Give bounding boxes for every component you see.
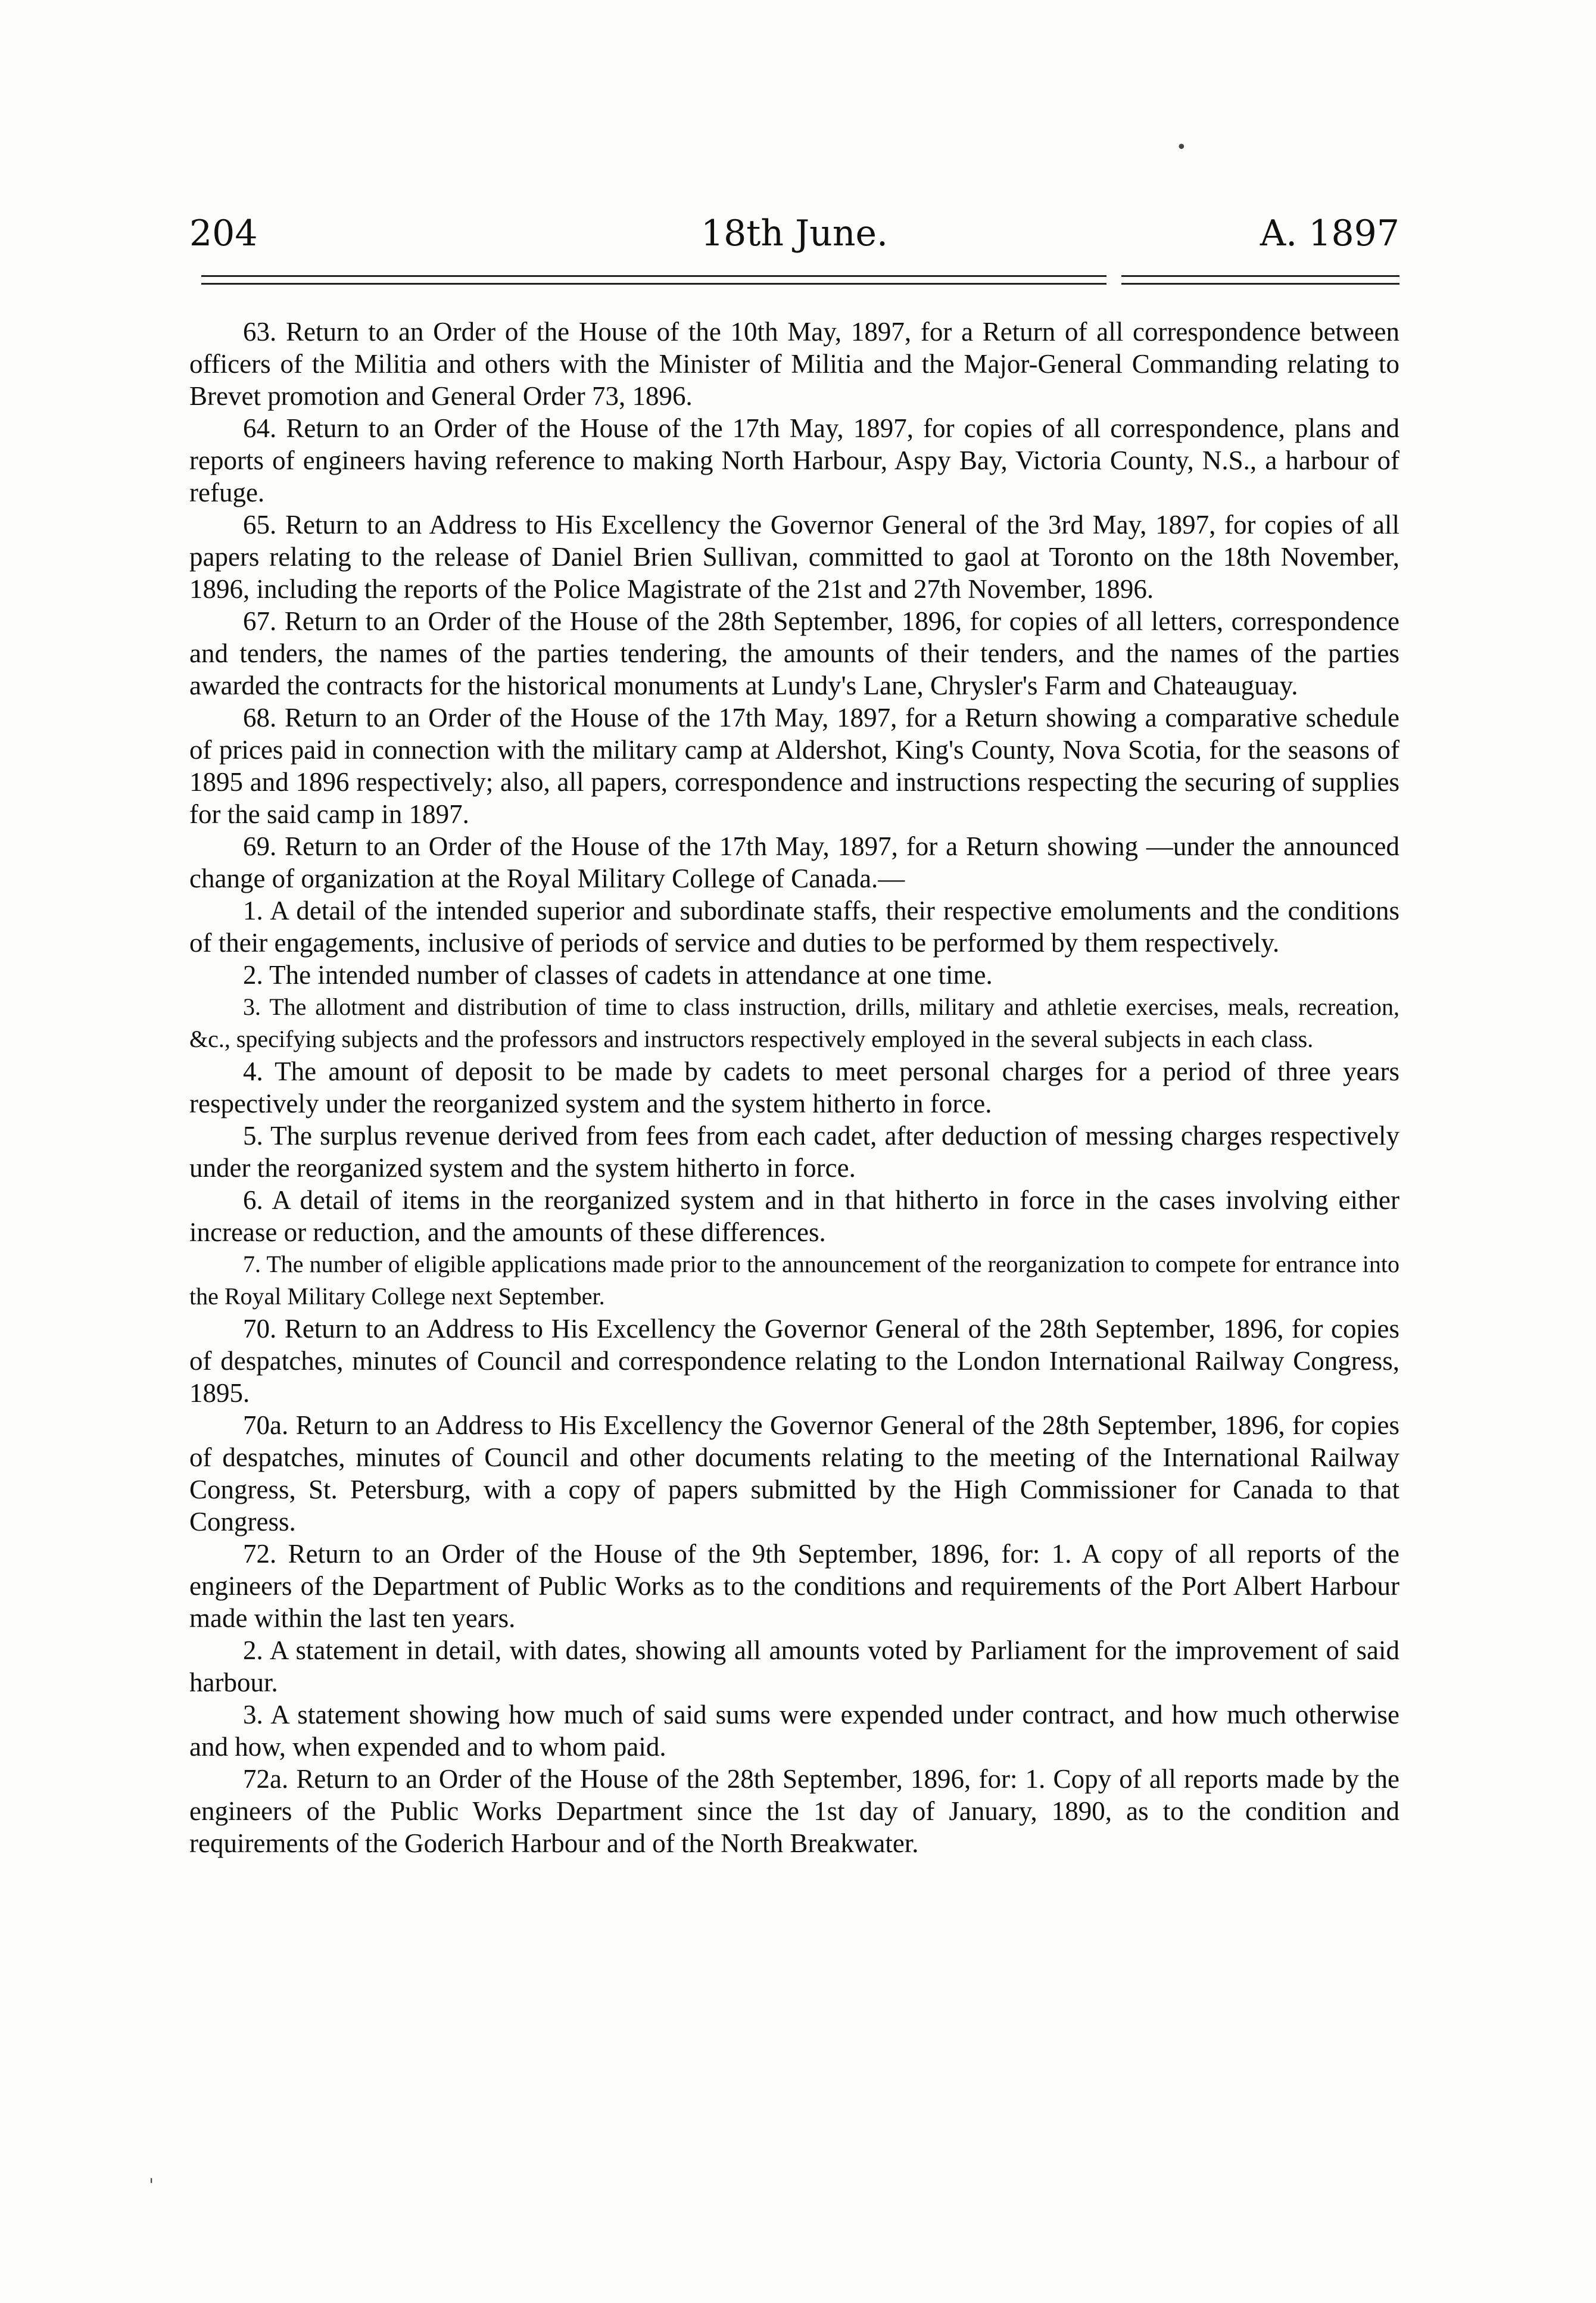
header-rule-left — [201, 275, 1106, 285]
paragraph: 65. Return to an Address to His Excellency the Governor General of the 3rd May, 1897, for copies of all papers relating to the release of Daniel Brien Sullivan, committed to gaol at Toronto on the 18th November, 1896, including the reports of the Police Magistrate of the 21st and 27th November, 1896. — [189, 510, 1399, 604]
paragraph: 67. Return to an Order of the House of the 28th September, 1896, for copies of all letters, correspondence and tenders, the names of the parties tendering, the amounts of their tenders, and the names of the parties awarded the contracts for the historical monuments at Lundy's Lane, Chrysler's Farm and Chateauguay. — [189, 606, 1399, 700]
header-rule-right — [1121, 275, 1399, 285]
paragraph: 2. A statement in detail, with dates, showing all amounts voted by Parliament for the improvement of said harbour. — [189, 1635, 1399, 1697]
paragraph: 63. Return to an Order of the House of the 10th May, 1897, for a Return of all correspondence between officers of the Militia and others with the Minister of Militia and the Major-General Commanding relating to Brevet promotion and General Order 73, 1896. — [189, 317, 1399, 411]
paragraph: 7. The number of eligible applications made prior to the announcement of the reorganization to compete for entrance into the Royal Military College next September. — [189, 1251, 1399, 1310]
paragraph: 70. Return to an Address to His Excellency the Governor General of the 28th September, 1896, for copies of despatches, minutes of Council and correspondence relating to the London International Railway Congress, 1895. — [189, 1314, 1399, 1408]
paragraph: 1. A detail of the intended superior and subordinate staffs, their respective emoluments and the conditions of their engagements, inclusive of periods of service and duties to be performed by them respectively. — [189, 896, 1399, 958]
paragraph: 4. The amount of deposit to be made by cadets to meet personal charges for a period of three years respectively under the reorganized system and the system hitherto in force. — [189, 1057, 1399, 1118]
paragraph: 64. Return to an Order of the House of the 17th May, 1897, for copies of all correspondence, plans and reports of engineers having reference to making North Harbour, Aspy Bay, Victoria County, N.S., a harbour of refuge. — [189, 413, 1399, 507]
page-year: A. 1897 — [1260, 213, 1399, 254]
paragraph: 5. The surplus revenue derived from fees from each cadet, after deduction of messing charges respectively under the reorganized system and the system hitherto in force. — [189, 1121, 1399, 1183]
document-body — [189, 316, 1399, 2172]
paragraph: 3. A statement showing how much of said sums were expended under contract, and how much otherwise and how, when expended and to whom paid. — [189, 1700, 1399, 1762]
paragraph: 3. The allotment and distribution of time to class instruction, drills, military and athletie exercises, meals, recreation, &c., specifying subjects and the professors and instructors respectively employed in the several subjects in each class. — [189, 993, 1399, 1052]
page-date: 18th June. — [700, 213, 889, 254]
margin-tick-mark: ' — [149, 2175, 154, 2196]
paragraph: 6. A detail of items in the reorganized system and in that hitherto in force in the cases involving either increase or reduction, and the amounts of these differences. — [189, 1185, 1399, 1247]
paragraph: 68. Return to an Order of the House of the 17th May, 1897, for a Return showing a comparative schedule of prices paid in connection with the military camp at Aldershot, King's County, Nova Scotia, for the seasons of 1895 and 1896 respectively; also, all papers, correspondence and instructions respecting the securing of supplies for the said camp in 1897. — [189, 703, 1399, 829]
page-number: 204 — [189, 213, 258, 254]
paragraph: 72a. Return to an Order of the House of the 28th September, 1896, for: 1. Copy of all reports made by the engineers of the Public Works Department since the 1st day of January, 1890, as to the condition and requirements of the Goderich Harbour and of the North Breakwater. — [189, 1764, 1399, 1858]
paragraph: 69. Return to an Order of the House of the 17th May, 1897, for a Return showing —under the announced change of organization at the Royal Military College of Canada.— — [189, 831, 1399, 893]
header-rule — [201, 275, 1399, 285]
paragraph: 2. The intended number of classes of cadets in attendance at one time. — [243, 960, 993, 990]
margin-dot-mark: • — [1176, 137, 1187, 158]
paragraph: 70a. Return to an Address to His Excellency the Governor General of the 28th September, 1896, for copies of despatches, minutes of Council and other documents relating to the meeting of the International Railway Congress, St. Petersburg, with a copy of papers submitted by the High Commissioner for Canada to that Congress. — [189, 1410, 1399, 1537]
paragraph: 72. Return to an Order of the House of the 9th September, 1896, for: 1. A copy of all reports of the engineers of the Department of Public Works as to the conditions and requirements of the Port Albert Harbour made within the last ten years. — [189, 1539, 1399, 1633]
page-header — [189, 210, 1399, 257]
